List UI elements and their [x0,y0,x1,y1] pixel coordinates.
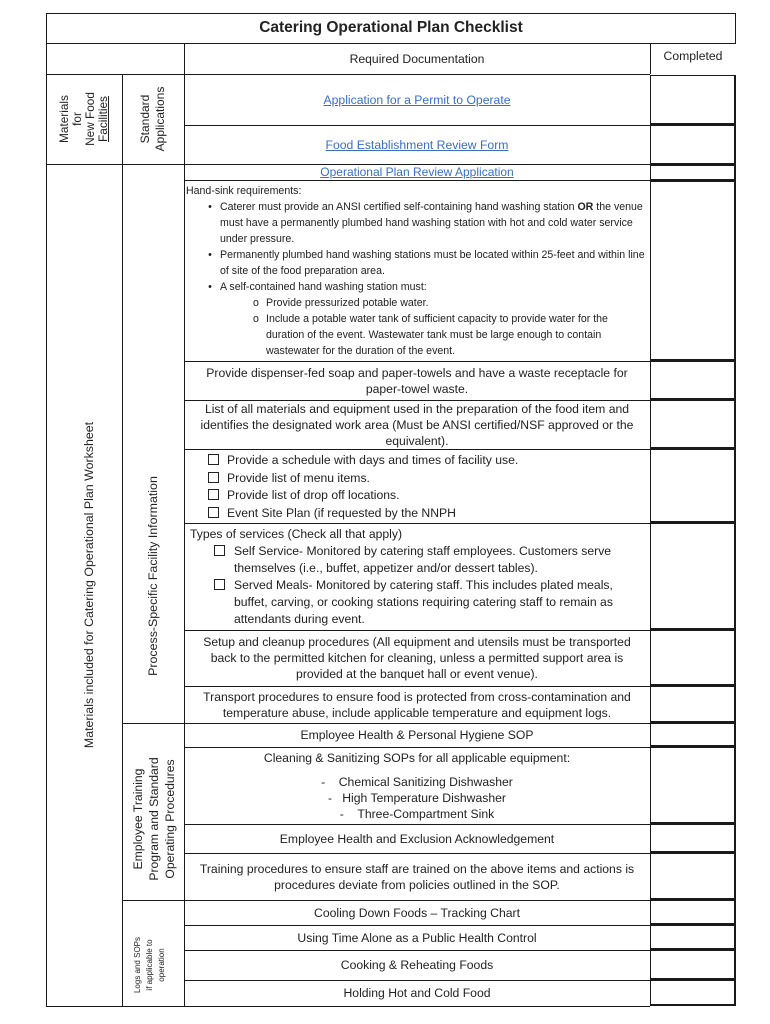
circle-bullet-icon: o [253,297,259,309]
list-item [186,199,646,247]
row-handsink [184,183,650,361]
list-item-text: Three-Compartment Sink [357,807,495,821]
row-materials-list: List of all materials and equipment used in the preparation of the food item and identifies the designated work area (Must be ANSI certified/NSF approved or the equivalent). [200,401,634,448]
list-item [186,279,646,295]
checkbox-label: Self Service- Monitored by catering staff employees. Customers serve themselves (i.e., buffet, appetizer and/or dessert tables). [234,544,612,575]
list-item-text [220,199,646,247]
checkbox-icon[interactable] [208,507,219,518]
section-line: Employee Training [131,768,145,870]
list-item: - High Temperature Dishwasher [328,791,506,805]
section-line: New Food [83,92,97,146]
completed-box[interactable] [650,853,736,900]
completed-box[interactable] [650,630,736,686]
row-health-sop: Employee Health & Personal Hygiene SOP [300,728,534,742]
text: Caterer must provide an ANSI certified self-containing hand washing station [220,201,578,213]
checkbox-wrap [214,577,234,628]
checkbox-item[interactable] [208,470,644,488]
text-bold: OR [577,201,594,213]
section-line: operation [157,948,166,982]
completed-box[interactable] [650,125,736,165]
row-setup: Setup and cleanup procedures (All equipment and utensils must be transported back to the permitted kitchen for cleaning, unless a permitted support area is provided at the banquet hall or event venue). [203,635,631,681]
page-title: Catering Operational Plan Checklist [259,19,523,36]
row-permit [184,74,650,125]
op-plan-link[interactable]: Operational Plan Review Application [320,165,514,179]
section-new-facilities [57,74,110,164]
cleaning-heading: Cleaning & Sanitizing SOPs for all applicable equipment: [263,751,571,765]
section-line: Applications [153,86,167,152]
list-item [186,247,646,279]
checkbox-item[interactable] [208,487,644,505]
rule [184,180,650,181]
section-line: if applicable to [145,939,154,991]
completed-box[interactable] [650,165,736,181]
list-item [186,311,646,359]
section-line: Operating Procedures [163,759,177,879]
checkbox-item[interactable] [208,505,644,523]
list-item-text: High Temperature Dishwasher [342,791,506,805]
checkbox-icon[interactable] [208,454,219,465]
review-form-link[interactable]: Food Establishment Review Form [325,137,509,152]
checkbox-item[interactable] [190,577,644,628]
rule [122,74,123,164]
section-line: Logs and SOPs [133,936,142,994]
row-cooling: Cooling Down Foods – Tracking Chart [314,905,520,920]
row-soap: Provide dispenser-fed soap and paper-towels and have a waste receptacle for paper-towel waste. [206,365,628,396]
row-transport: Transport procedures to ensure food is protected from cross-contamination and temperature abuse, include applicable temperature and equipment logs. [203,689,631,720]
checkbox-icon[interactable] [214,545,225,556]
row-holding: Holding Hot and Cold Food [343,986,491,1000]
checkbox-wrap [214,543,234,577]
header-required: Required Documentation [349,51,485,66]
checkbox-item[interactable] [190,543,644,577]
completed-box[interactable] [650,980,736,1006]
row-services [184,526,650,630]
completed-box[interactable] [650,523,736,630]
list-item: - Three-Compartment Sink [339,807,495,821]
list-item-text: Permanently plumbed hand washing stations must be located within 25-feet and within line of site of the food preparation area. [220,249,645,277]
section-training [129,751,179,887]
section-process: Process-Specific Facility Information [146,476,160,676]
section-line: for [70,112,84,126]
list-item-text: Provide pressurized potable water. [266,297,429,309]
text: the venue must have a permanently plumbed hand washing station with hot and cold water service under pressure. [220,201,643,245]
checkbox-label: Provide list of menu items. [227,470,370,485]
completed-box[interactable] [650,449,736,523]
rule [46,13,47,1007]
bullet-icon: • [208,249,212,261]
section-line: Facilities [96,96,110,142]
checkbox-icon[interactable] [208,472,219,483]
section-worksheet: Materials included for Catering Operational Plan Worksheet [82,421,96,749]
rule [184,523,650,524]
list-item: - Chemical Sanitizing Dishwasher [321,775,513,789]
completed-box[interactable] [650,686,736,723]
checkbox-icon[interactable] [214,579,225,590]
checkbox-label: Provide list of drop off locations. [227,488,400,502]
completed-box[interactable] [650,400,736,449]
completed-box[interactable] [650,925,736,950]
section-logs [130,915,170,1015]
completed-box[interactable] [650,747,736,824]
completed-box[interactable] [650,950,736,980]
completed-box[interactable] [650,75,736,125]
row-op-plan [184,164,650,180]
section-line: Standard [138,94,152,144]
bullet-icon: • [208,201,212,213]
completed-box[interactable] [650,900,736,925]
row-time-alone: Using Time Alone as a Public Health Control [297,930,537,945]
row-exclusion: Employee Health and Exclusion Acknowledgement [279,831,555,846]
checkbox-label: Provide a schedule with days and times of facility use. [227,453,519,467]
checkbox-label: Event Site Plan (if requested by the NNPH [227,505,456,520]
row-cooking: Cooking & Reheating Foods [340,958,494,972]
services-heading: Types of services (Check all that apply) [190,527,403,541]
rule [184,449,650,450]
list-item-text: Include a potable water tank of sufficient capacity to provide water for the duration of the event. Wastewater tank must be large enough to contain wastewater for the duration of the event. [266,313,608,357]
permit-link[interactable]: Application for a Permit to Operate [323,92,511,107]
completed-box[interactable] [650,723,736,747]
list-item-text: Chemical Sanitizing Dishwasher [338,775,513,789]
section-line: Materials [57,95,71,143]
completed-box[interactable] [650,361,736,400]
handsink-heading: Hand-sink requirements: [186,185,302,197]
completed-box[interactable] [650,824,736,853]
row-training-proc: Training procedures to ensure staff are trained on the above items and actions is procedures deviate from policies outlined in the SOP. [199,861,635,892]
list-item-text: A self-contained hand washing station must: [220,281,427,293]
circle-bullet-icon: o [253,313,259,325]
checkbox-icon[interactable] [208,489,219,500]
completed-box[interactable] [650,181,736,361]
row-cleaning [184,747,650,824]
checkbox-item[interactable] [208,452,644,470]
section-line: Program and Standard [147,757,161,881]
bullet-icon: • [208,281,212,293]
checkbox-label: Served Meals- Monitored by catering staff. This includes plated meals, buffet, carving, or cooking stations requiring catering staff to remain as attendants during event. [234,578,613,626]
header-completed: Completed [663,49,723,63]
row-review-form [184,125,650,164]
section-standard-applications [138,74,168,164]
rule [122,164,123,1006]
row-schedule [184,452,650,523]
list-item [186,295,646,311]
